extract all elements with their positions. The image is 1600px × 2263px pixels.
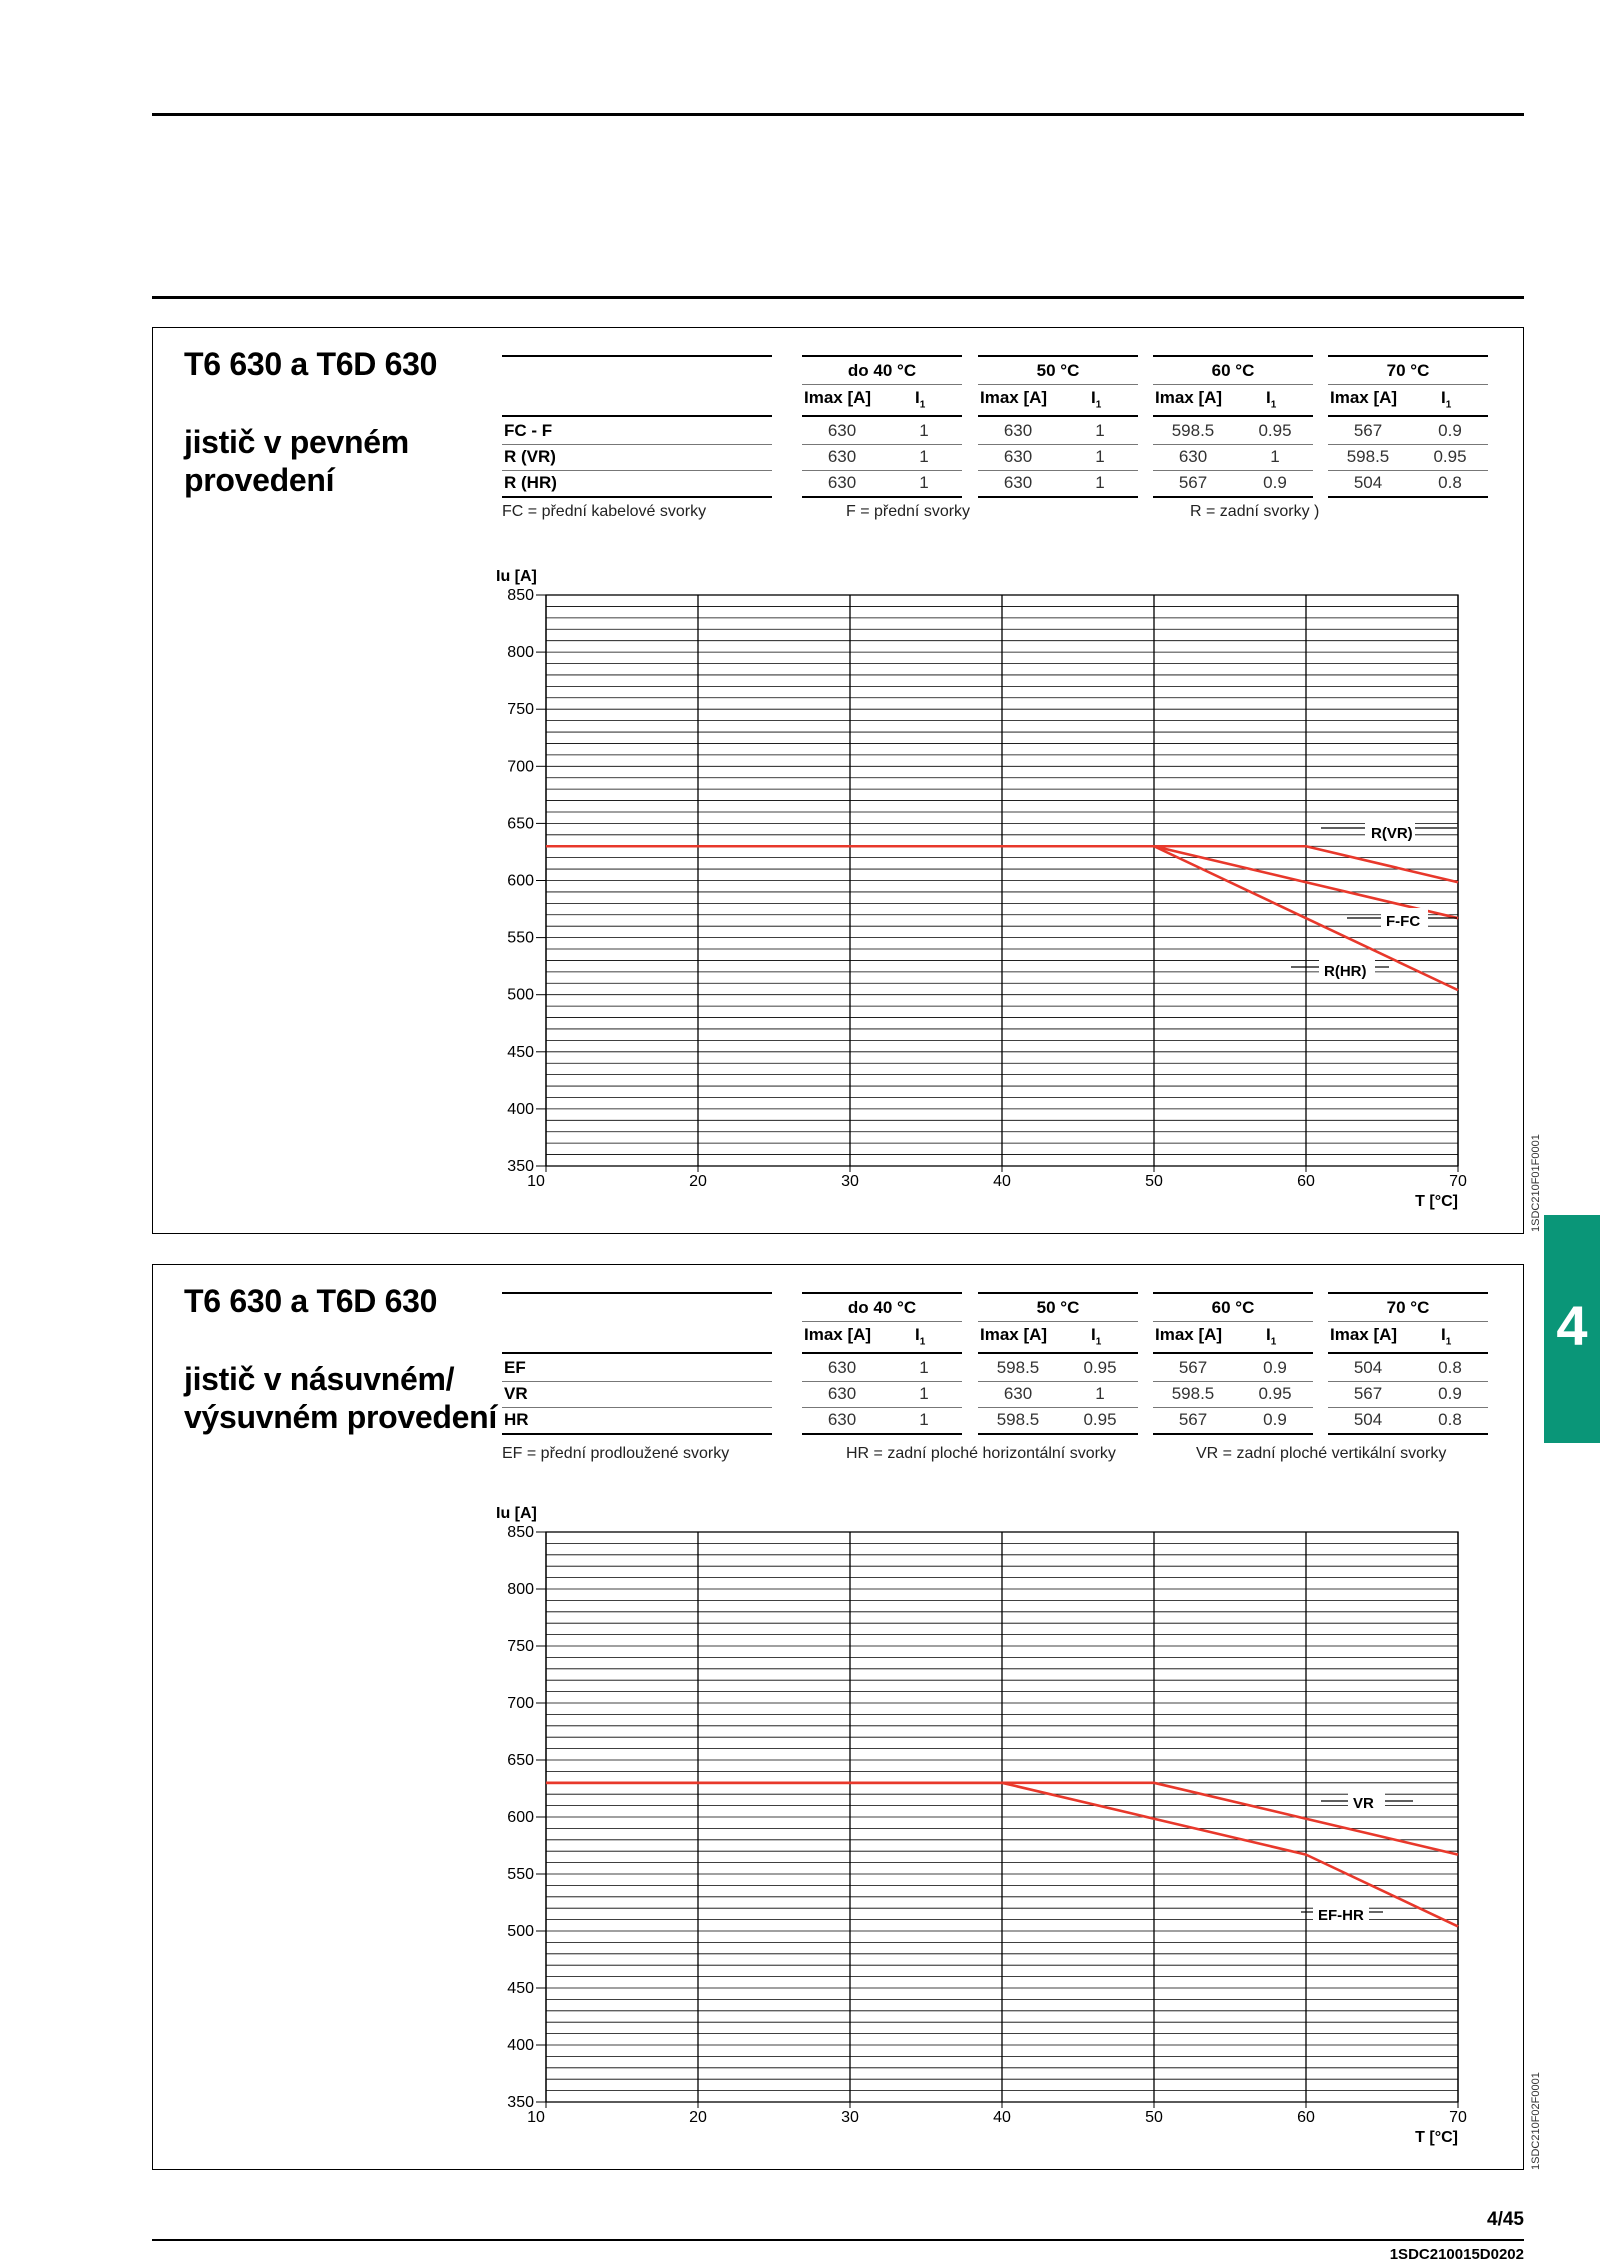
imax-value: 567 xyxy=(1178,1358,1208,1377)
col-i1-header: $I_1$ xyxy=(1091,388,1102,411)
row-label: R (HR) xyxy=(504,473,557,492)
y-tick-label: 600 xyxy=(507,872,534,890)
imax-value: 567 xyxy=(1178,1410,1208,1429)
top-rule xyxy=(152,113,1524,116)
chapter-number: 4 xyxy=(1556,1294,1588,1357)
y-tick-label: 400 xyxy=(507,2037,534,2054)
i1-value: 0.8 xyxy=(1438,473,1462,492)
y-tick-label: 650 xyxy=(507,815,534,833)
derating-chart xyxy=(153,328,1525,1235)
i1-value: 0.9 xyxy=(1263,1358,1287,1377)
imax-value: 504 xyxy=(1353,473,1383,492)
y-tick-label: 700 xyxy=(507,758,534,776)
temp-header: 50 °C xyxy=(1036,361,1080,380)
x-tick-label: 30 xyxy=(841,1173,859,1190)
row-label: HR xyxy=(504,1410,529,1429)
y-tick-label: 850 xyxy=(507,1524,534,1541)
imax-value: 630 xyxy=(827,447,857,466)
col-i1-subscript: 1 xyxy=(1270,399,1277,411)
section-rule xyxy=(152,296,1524,299)
imax-value: 630 xyxy=(1003,473,1033,492)
y-tick-label: 550 xyxy=(507,929,534,947)
grid xyxy=(546,595,1458,1166)
i1-value: 1 xyxy=(919,1358,929,1377)
y-tick-label: 450 xyxy=(507,1043,534,1061)
note-f: F = přední svorky xyxy=(846,503,971,520)
y-tick-label: 500 xyxy=(507,986,534,1004)
y-tick-label: 850 xyxy=(507,587,534,604)
i1-value: 0.8 xyxy=(1438,1410,1462,1429)
subtitle-line: jistič v násuvném/ xyxy=(184,1361,455,1397)
temp-header: 60 °C xyxy=(1211,1298,1255,1317)
i1-value: 1 xyxy=(1095,1384,1105,1403)
y-tick-label: 350 xyxy=(507,1158,534,1175)
col-i1-header: $I_1$ xyxy=(1441,1325,1452,1348)
imax-value: 630 xyxy=(1003,421,1033,440)
y-tick-label: 450 xyxy=(507,1980,534,1997)
col-i1-subscript: 1 xyxy=(1445,1336,1452,1348)
i1-value: 0.9 xyxy=(1438,1384,1462,1403)
y-tick-label: 650 xyxy=(507,1752,534,1769)
imax-value: 504 xyxy=(1353,1358,1383,1377)
x-tick-label: 40 xyxy=(993,2109,1011,2126)
temp-header: do 40 °C xyxy=(847,1298,917,1317)
imax-value: 630 xyxy=(827,421,857,440)
grid xyxy=(546,1532,1458,2102)
note-r: R = zadní svorky ) xyxy=(1190,503,1320,520)
i1-value: 1 xyxy=(1095,473,1105,492)
imax-value: 630 xyxy=(827,1410,857,1429)
series-label: F-FC xyxy=(1386,913,1421,930)
x-tick-label: 20 xyxy=(689,1173,707,1190)
x-tick-label: 50 xyxy=(1145,1173,1163,1190)
row-label: FC - F xyxy=(504,421,553,440)
col-imax-header: Imax [A] xyxy=(980,388,1048,407)
i1-value: 0.95 xyxy=(1433,447,1467,466)
y-tick-label: 750 xyxy=(507,701,534,719)
i1-value: 1 xyxy=(919,1384,929,1403)
panel-title: T6 630 a T6D 630 xyxy=(184,1283,438,1319)
x-tick-label: 10 xyxy=(527,2109,545,2126)
imax-value: 567 xyxy=(1353,421,1383,440)
col-i1-header: $I_1$ xyxy=(915,1325,926,1348)
figure-code: 1SDC210F01F0001 xyxy=(1530,1134,1542,1232)
panel-plugin xyxy=(152,1264,1524,2170)
temp-header: 70 °C xyxy=(1386,1298,1430,1317)
i1-value: 0.95 xyxy=(1258,421,1292,440)
i1-value: 1 xyxy=(919,1410,929,1429)
figure-code: 1SDC210F02F0001 xyxy=(1530,2072,1542,2170)
x-tick-label: 70 xyxy=(1449,2109,1467,2126)
imax-value: 504 xyxy=(1353,1410,1383,1429)
note-vr: VR = zadní ploché vertikální svorky xyxy=(1196,1445,1447,1462)
imax-value: 598.5 xyxy=(996,1358,1040,1377)
temp-header: 70 °C xyxy=(1386,361,1430,380)
imax-value: 630 xyxy=(827,1384,857,1403)
col-imax-header: Imax [A] xyxy=(1330,1325,1398,1344)
y-tick-label: 700 xyxy=(507,1695,534,1712)
imax-value: 630 xyxy=(827,473,857,492)
temp-header: 60 °C xyxy=(1211,361,1255,380)
col-i1-subscript: 1 xyxy=(1445,399,1452,411)
imax-value: 598.5 xyxy=(1171,421,1215,440)
x-tick-label: 10 xyxy=(527,1173,545,1190)
i1-value: 1 xyxy=(919,421,929,440)
col-i1-subscript: 1 xyxy=(919,399,926,411)
x-tick-label: 60 xyxy=(1297,1173,1315,1190)
imax-value: 567 xyxy=(1178,473,1208,492)
imax-value: 630 xyxy=(1178,447,1208,466)
panel-title: T6 630 a T6D 630 xyxy=(184,346,438,382)
x-tick-label: 50 xyxy=(1145,2109,1163,2126)
y-axis-label: Iu [A] xyxy=(496,1505,537,1522)
y-tick-label: 800 xyxy=(507,644,534,662)
i1-value: 0.9 xyxy=(1263,473,1287,492)
col-imax-header: Imax [A] xyxy=(804,388,872,407)
note-fc: FC = přední kabelové svorky xyxy=(502,503,707,520)
note-ef: EF = přední prodloužené svorky xyxy=(502,1445,730,1462)
i1-value: 0.95 xyxy=(1083,1410,1117,1429)
imax-value: 598.5 xyxy=(996,1410,1040,1429)
i1-value: 1 xyxy=(919,447,929,466)
col-i1-subscript: 1 xyxy=(1095,399,1102,411)
chapter-tab xyxy=(1544,1215,1600,1443)
col-imax-header: Imax [A] xyxy=(1155,1325,1223,1344)
x-tick-label: 20 xyxy=(689,2109,707,2126)
y-tick-label: 550 xyxy=(507,1866,534,1883)
col-i1-header: $I_1$ xyxy=(1266,1325,1277,1348)
i1-value: 1 xyxy=(1095,421,1105,440)
derating-chart xyxy=(153,1265,1525,2171)
temp-header: 50 °C xyxy=(1036,1298,1080,1317)
row-label: R (VR) xyxy=(504,447,556,466)
row-label: VR xyxy=(504,1384,528,1403)
temp-header: do 40 °C xyxy=(847,361,917,380)
col-i1-header: $I_1$ xyxy=(915,388,926,411)
series-label: VR xyxy=(1353,1795,1374,1812)
row-label: EF xyxy=(504,1358,526,1377)
col-i1-header: $I_1$ xyxy=(1441,388,1452,411)
y-axis-label: Iu [A] xyxy=(496,568,537,585)
y-tick-label: 600 xyxy=(507,1809,534,1826)
i1-value: 0.9 xyxy=(1438,421,1462,440)
series-label: R(VR) xyxy=(1371,825,1413,842)
y-tick-label: 500 xyxy=(507,1923,534,1940)
i1-value: 1 xyxy=(1095,447,1105,466)
y-tick-label: 800 xyxy=(507,1581,534,1598)
col-i1-subscript: 1 xyxy=(919,1336,926,1348)
y-tick-label: 400 xyxy=(507,1100,534,1118)
imax-value: 630 xyxy=(827,1358,857,1377)
imax-value: 567 xyxy=(1353,1384,1383,1403)
footer-rule xyxy=(152,2239,1524,2241)
y-tick-label: 350 xyxy=(507,2094,534,2111)
i1-value: 1 xyxy=(1270,447,1280,466)
note-hr: HR = zadní ploché horizontální svorky xyxy=(846,1445,1116,1462)
i1-value: 0.95 xyxy=(1258,1384,1292,1403)
col-imax-header: Imax [A] xyxy=(1155,388,1223,407)
series-label: EF-HR xyxy=(1318,1907,1364,1924)
i1-value: 0.8 xyxy=(1438,1358,1462,1377)
subtitle-line: výsuvném provedení xyxy=(184,1399,497,1435)
imax-value: 630 xyxy=(1003,447,1033,466)
y-tick-label: 750 xyxy=(507,1638,534,1655)
x-tick-label: 60 xyxy=(1297,2109,1315,2126)
subtitle-line: provedení xyxy=(184,462,335,498)
x-tick-label: 30 xyxy=(841,2109,859,2126)
page-number: 4/45 xyxy=(1487,2209,1524,2230)
subtitle-line: jistič v pevném xyxy=(184,424,409,460)
panel-fixed xyxy=(152,327,1524,1234)
col-i1-header: $I_1$ xyxy=(1091,1325,1102,1348)
imax-value: 630 xyxy=(1003,1384,1033,1403)
i1-value: 0.95 xyxy=(1083,1358,1117,1377)
document-code: 1SDC210015D0202 xyxy=(1389,2246,1524,2263)
col-i1-subscript: 1 xyxy=(1095,1336,1102,1348)
series-label: R(HR) xyxy=(1324,963,1367,980)
col-imax-header: Imax [A] xyxy=(1330,388,1398,407)
x-axis-label: T [°C] xyxy=(1415,1193,1458,1210)
imax-value: 598.5 xyxy=(1171,1384,1215,1403)
col-imax-header: Imax [A] xyxy=(980,1325,1048,1344)
i1-value: 0.9 xyxy=(1263,1410,1287,1429)
x-axis-label: T [°C] xyxy=(1415,2129,1458,2146)
i1-value: 1 xyxy=(919,473,929,492)
x-tick-label: 70 xyxy=(1449,1173,1467,1190)
col-i1-subscript: 1 xyxy=(1270,1336,1277,1348)
col-i1-header: $I_1$ xyxy=(1266,388,1277,411)
col-imax-header: Imax [A] xyxy=(804,1325,872,1344)
x-tick-label: 40 xyxy=(993,1173,1011,1190)
imax-value: 598.5 xyxy=(1346,447,1390,466)
